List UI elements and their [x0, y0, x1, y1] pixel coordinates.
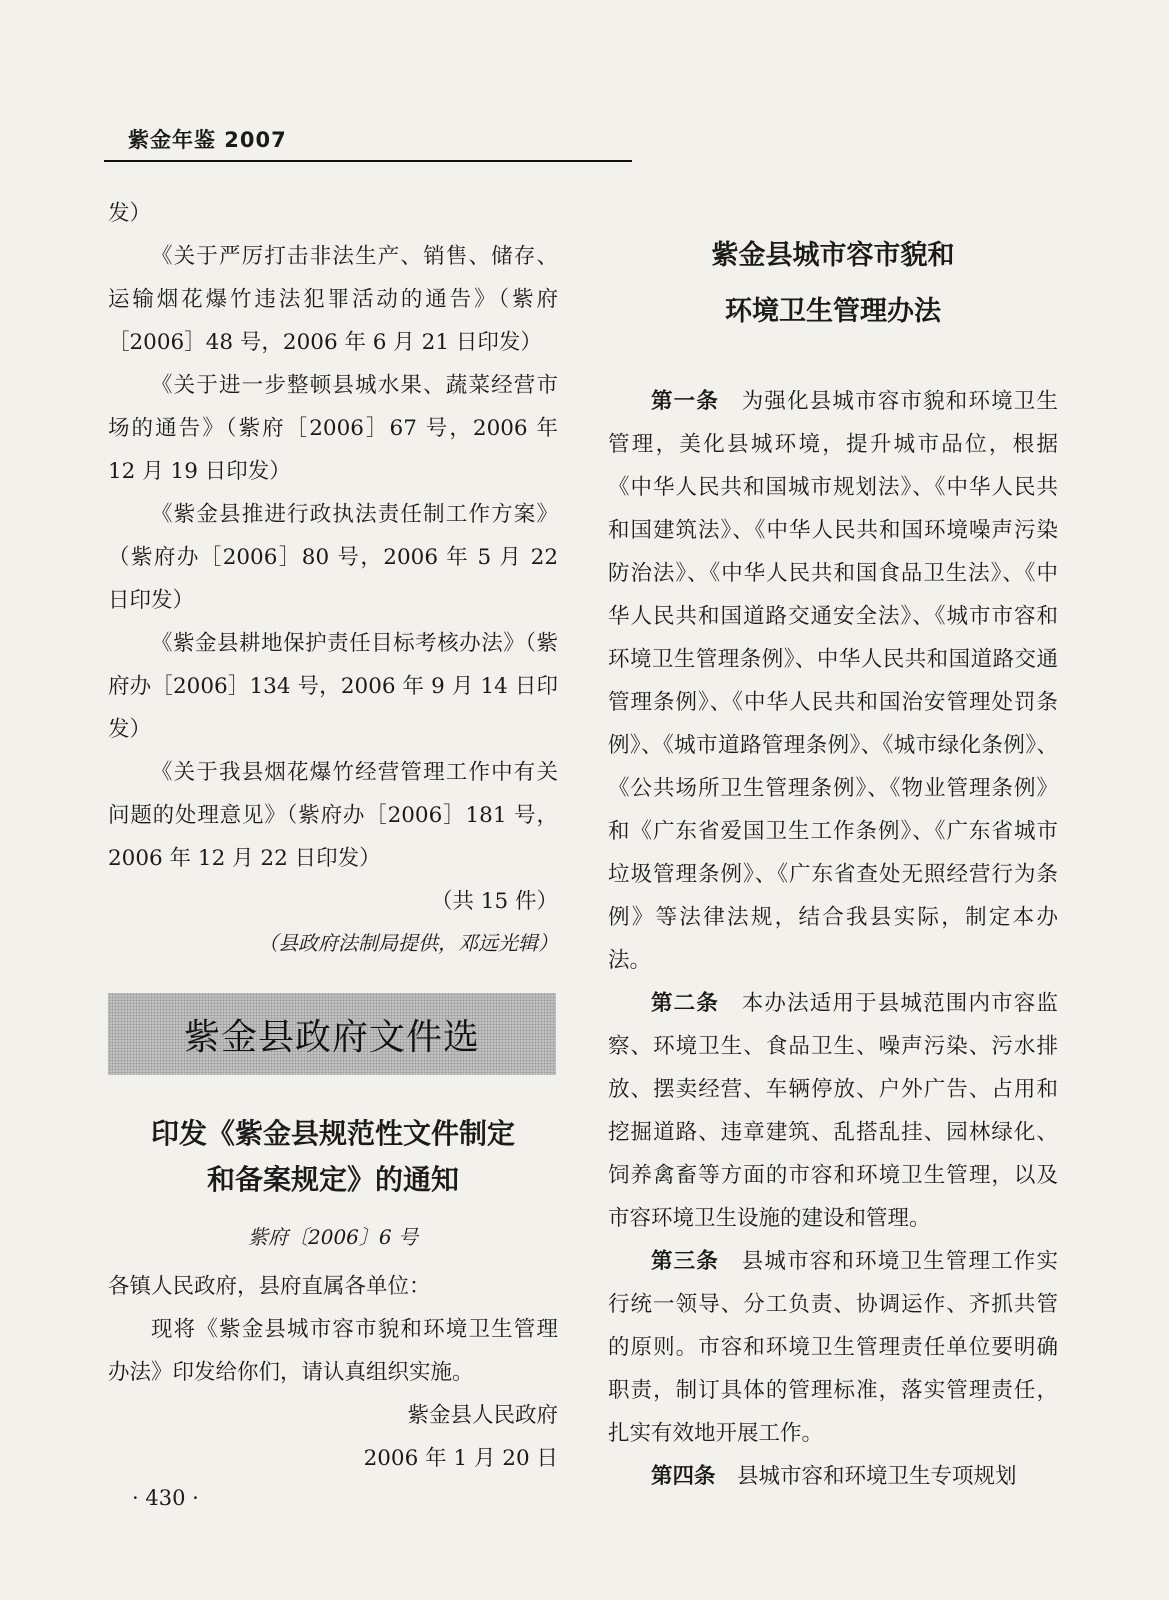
article-text: 为强化县城市容市貌和环境卫生管理，美化县城环境，提升城市品位，根据《中华人民共和国城市规划法》、《中华人民共和国建筑法》、《中华人民共和国环境噪声污染防治法》、《中华人民共和国食品卫生法》、《中华人民共和国道路交通安全法》、《城市市容和环境卫生管理条例》、中华人民共和国道路交通管理条例》、《中华人民共和国治安管理处罚条例》、《城市道路管理条例》、《城市绿化条例》、《公共场所卫生管理条例》、《物业管理条例》和《广东省爱国卫生工作条例》、《广东省城市垃圾管理条例》、《广东省查处无照经营行为条例》等法律法规，结合我县实际，制定本办法。 — [608, 389, 1058, 973]
notice-title-line: 和备案规定》的通知 — [206, 1163, 459, 1196]
signature: 紫金县人民政府 — [407, 1403, 558, 1428]
issue-date: 2006 年 1 月 20 日 — [363, 1446, 558, 1471]
article-text: 县城市容和环境卫生专项规划 — [737, 1464, 1017, 1489]
article-label: 第一条 — [651, 389, 720, 414]
section-banner — [108, 993, 556, 1075]
salutation: 各镇人民政府，县府直属各单位： — [108, 1274, 431, 1299]
list-item: 《紫金县耕地保护责任目标考核办法》（紫府办［2006］134 号，2006 年 9 月 14 日印发） — [108, 631, 558, 742]
section-banner-title: 紫金县政府文件选 — [183, 1016, 480, 1058]
article-label: 第三条 — [651, 1249, 720, 1274]
header-rule — [104, 160, 632, 162]
document-number: 紫府〔2006〕6 号 — [248, 1225, 418, 1249]
article — [608, 1455, 1058, 1498]
list-item: 《关于进一步整顿县城水果、蔬菜经营市场的通告》（紫府［2006］67 号，2006 年 12 月 19 日印发） — [108, 373, 558, 484]
article — [608, 380, 1058, 982]
article — [608, 1240, 1058, 1455]
list-item: 《紫金县推进行政执法责任制工作方案》（紫府办［2006］80 号，2006 年 5 月 22 日印发） — [108, 502, 558, 613]
list-item: 《关于严厉打击非法生产、销售、储存、运输烟花爆竹违法犯罪活动的通告》（紫府［2006］48 号，2006 年 6 月 21 日印发） — [108, 244, 558, 355]
total-count: （共 15 件） — [430, 889, 558, 914]
running-head: 紫金年鉴 2007 — [128, 128, 287, 152]
article-label: 第二条 — [651, 991, 720, 1016]
right-column — [608, 228, 1058, 1498]
notice-title — [108, 1111, 558, 1203]
regulation-title-line: 环境卫生管理办法 — [725, 296, 941, 327]
list-item: 发） — [108, 201, 152, 226]
regulation-title-line: 紫金县城市容市貌和 — [711, 240, 955, 271]
notice-body: 现将《紫金县城市容市貌和环境卫生管理办法》印发给你们，请认真组织实施。 — [108, 1317, 558, 1385]
article-text: 本办法适用于县城范围内市容监察、环境卫生、食品卫生、噪声污染、污水排放、摆卖经营、车辆停放、户外广告、占用和挖掘道路、违章建筑、乱搭乱挂、园林绿化、饲养禽畜等方面的市容和环境卫生管理，以及市容环境卫生设施的建设和管理。 — [608, 991, 1058, 1231]
article-label: 第四条 — [651, 1464, 716, 1489]
page-number: · 430 · — [132, 1486, 199, 1510]
editor-credit: （县政府法制局提供，邓远光辑） — [258, 931, 558, 955]
list-item: 《关于我县烟花爆竹经营管理工作中有关问题的处理意见》（紫府办［2006］181 号，2006 年 12 月 22 日印发） — [108, 760, 558, 871]
article-text: 县城市容和环境卫生管理工作实行统一领导、分工负责、协调运作、齐抓共管的原则。市容和环境卫生管理责任单位要明确职责，制订具体的管理标准，落实管理责任，扎实有效地开展工作。 — [608, 1249, 1058, 1446]
regulation-title — [608, 228, 1058, 340]
article — [608, 982, 1058, 1240]
notice-title-line: 印发《紫金县规范性文件制定 — [150, 1117, 515, 1150]
left-column — [108, 192, 558, 1480]
